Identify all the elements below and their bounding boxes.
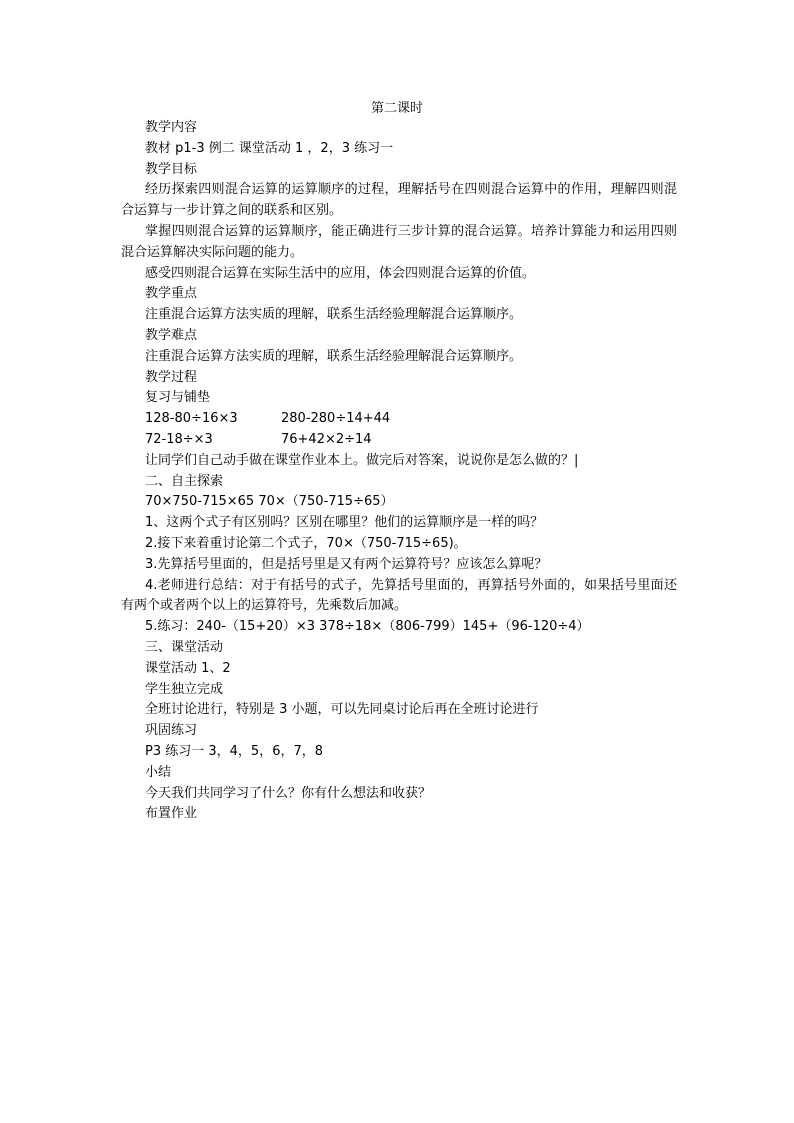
goal-paragraph-2: 掌握四则混合运算的运算顺序，能正确进行三步计算的混合运算。培养计算能力和运用四则混合运算解决实际问题的能力。	[121, 223, 677, 260]
exploration-step-1: 1、这两个式子有区别吗？区别在哪里？他们的运算顺序是一样的吗？	[145, 515, 544, 531]
summary-question: 今天我们共同学习了什么？你有什么想法和收获？	[145, 785, 432, 801]
exercise-expression: 76+42×2÷14	[281, 431, 372, 447]
exploration-step-2: 2.接下来着重讨论第二个式子，70×（750-715÷65)。	[145, 535, 467, 551]
exploration-expressions: 70×750-715×65 70×（750-715÷65）	[145, 494, 394, 510]
heading-class-activity: 三、课堂活动	[145, 639, 224, 655]
exploration-step-3: 3.先算括号里面的，但是括号里是又有两个运算符号？应该怎么算呢？	[145, 556, 548, 572]
heading-teaching-content: 教学内容	[145, 120, 198, 135]
exploration-step-4: 4.老师进行总结：对于有括号的式子，先算括号里面的，再算括号外面的，如果括号里面还有两个或者两个以上的运算符号，先乘数后加减。	[121, 577, 677, 614]
review-exercise-row	[121, 409, 677, 430]
exercise-expression: 280-280÷14+44	[281, 411, 391, 427]
review-exercise-row	[121, 430, 677, 451]
heading-review: 复习与铺垫	[145, 390, 211, 406]
lesson-title: 第二课时	[370, 101, 423, 116]
goal-paragraph-1: 经历探索四则混合运算的运算顺序的过程，理解括号在四则混合运算中的作用，理解四则混合运算与一步计算之间的联系和区别。	[121, 182, 677, 219]
lesson-body	[121, 118, 677, 825]
heading-consolidation: 巩固练习	[145, 723, 198, 739]
heading-key-points: 教学重点	[145, 286, 198, 302]
heading-difficulties: 教学难点	[145, 327, 198, 343]
heading-summary: 小结	[145, 764, 172, 780]
heading-homework: 布置作业	[145, 806, 198, 822]
textbook-reference: 教材 p1-3 例二 课堂活动 1 ，2，3 练习一	[145, 140, 394, 156]
class-discussion: 全班讨论进行，特别是 3 小题，可以先同桌讨论后再在全班讨论进行	[145, 702, 539, 718]
goal-paragraph-3: 感受四则混合运算在实际生活中的应用，体会四则混合运算的价值。	[145, 265, 536, 281]
key-points-text: 注重混合运算方法实质的理解，联系生活经验理解混合运算顺序。	[145, 307, 523, 323]
consolidation-exercises: P3 练习一 3，4，5，6，7，8	[145, 743, 324, 759]
heading-self-exploration: 二、自主探索	[145, 473, 224, 489]
heading-teaching-goals: 教学目标	[145, 161, 198, 177]
review-instruction: 让同学们自己动手做在课堂作业本上。做完后对答案，说说你是怎么做的？|	[145, 452, 579, 468]
difficulties-text: 注重混合运算方法实质的理解，联系生活经验理解混合运算顺序。	[145, 348, 523, 364]
heading-teaching-process: 教学过程	[145, 369, 198, 385]
exercise-expression: 72-18÷×3	[145, 431, 213, 447]
exploration-step-5: 5.练习：240-（15+20）×3 378÷18×（806-799）145+（96-120÷4）	[145, 619, 590, 635]
exercise-expression: 128-80÷16×3	[145, 411, 238, 427]
independent-work: 学生独立完成	[145, 681, 224, 697]
class-activity-items: 课堂活动 1、2	[145, 660, 231, 676]
